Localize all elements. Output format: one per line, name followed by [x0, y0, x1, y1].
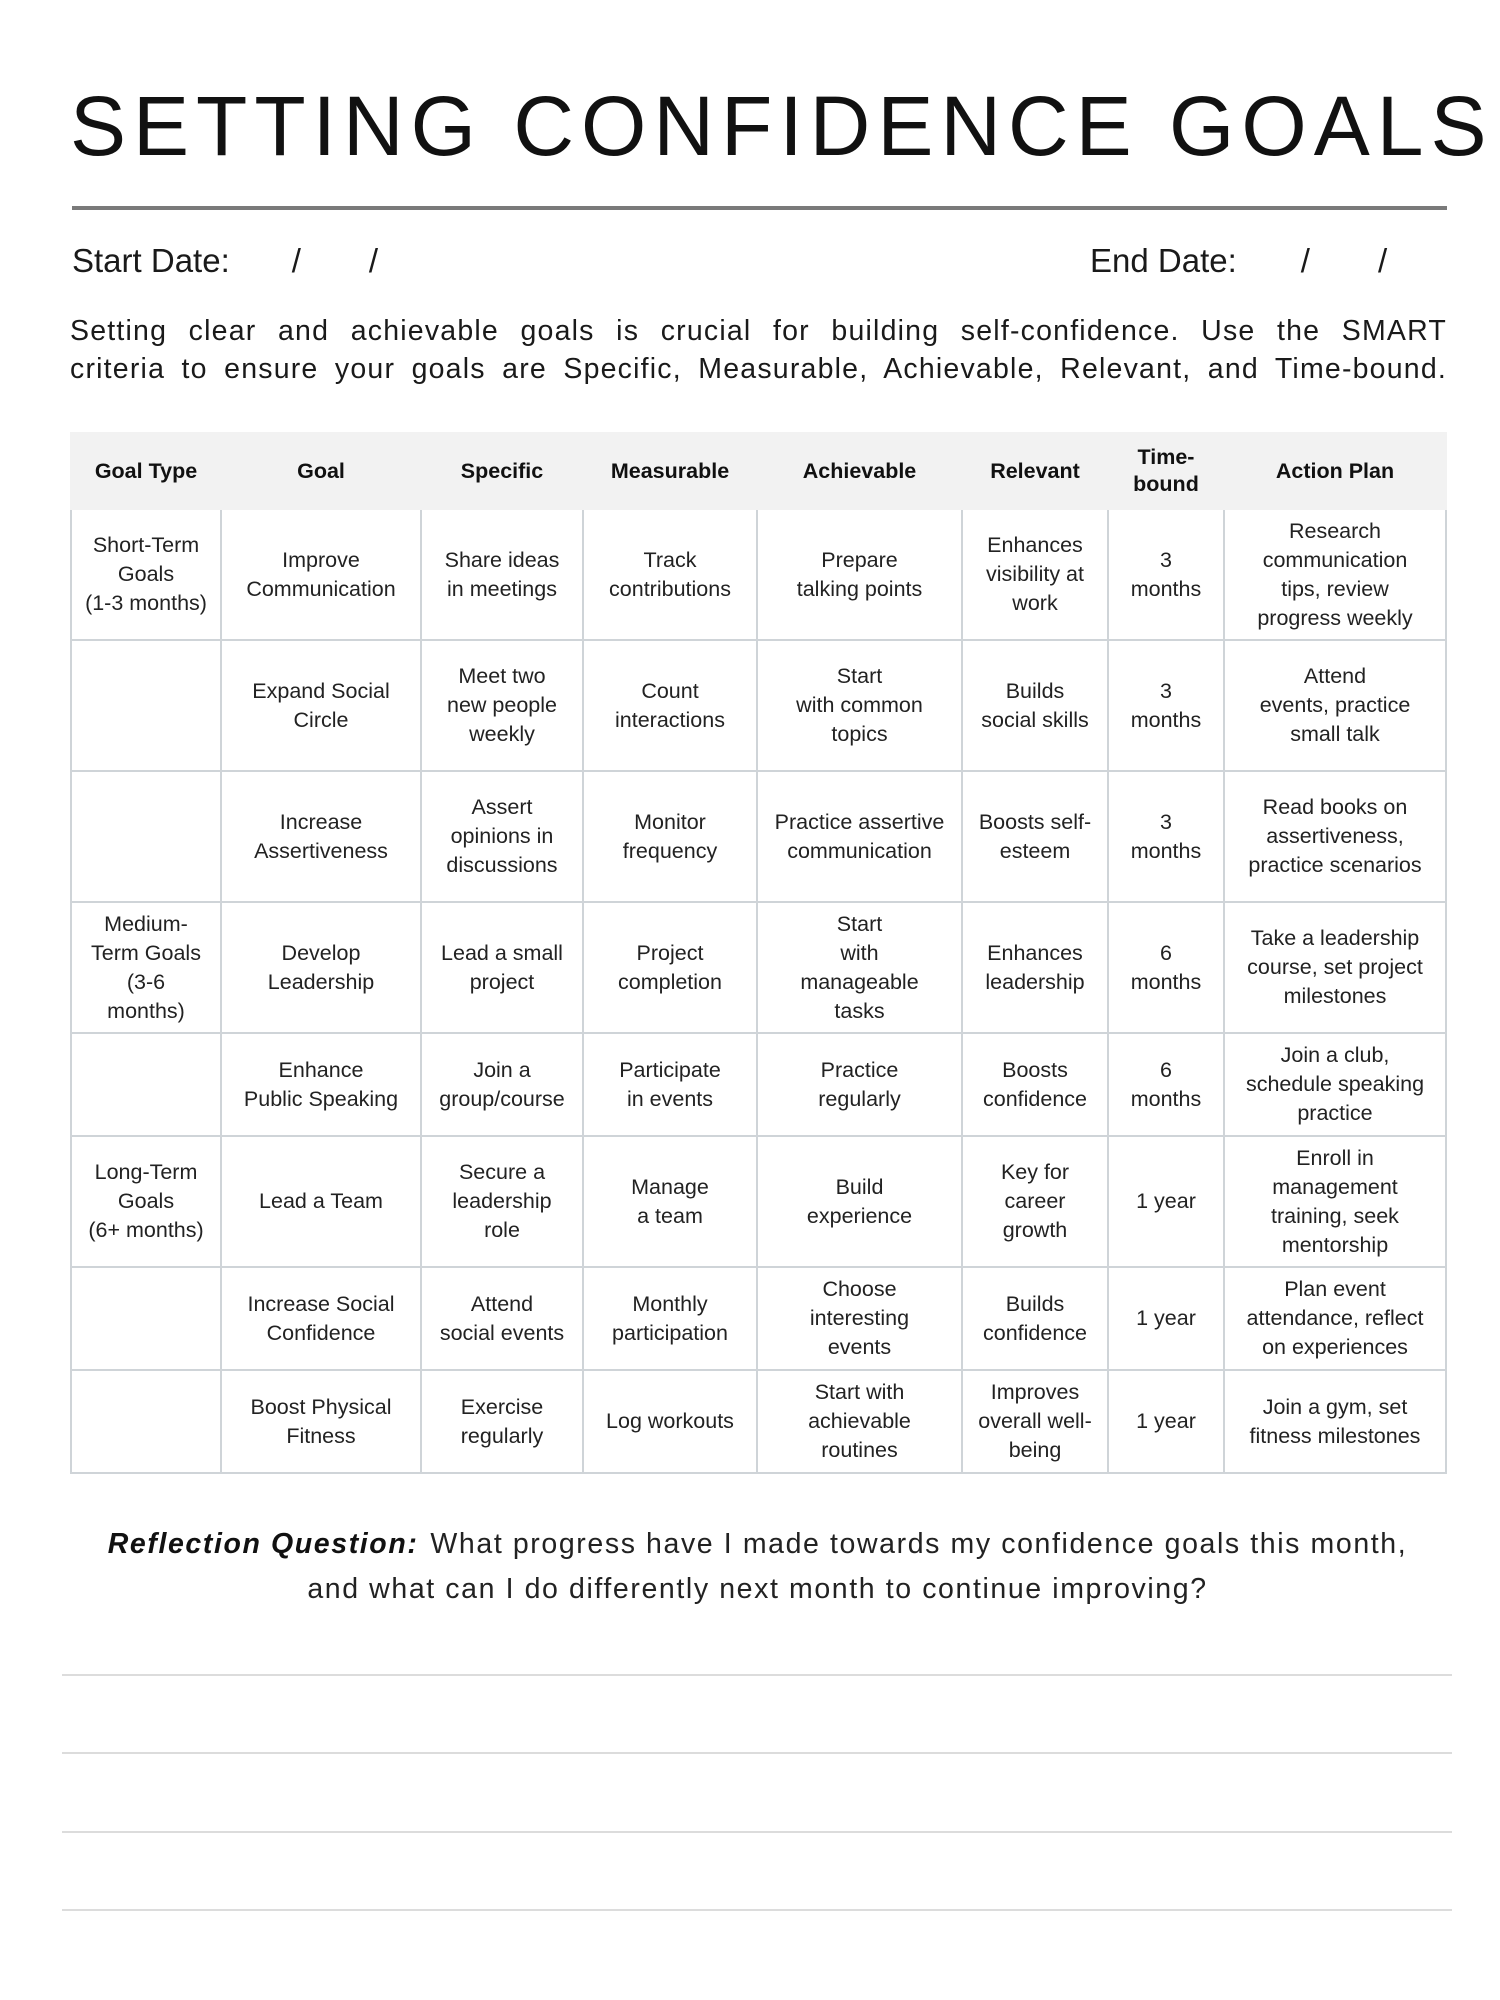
reflection-line: What progress have I made towards my confidence goals this month,: [430, 1528, 1408, 1560]
reflection-label: Reflection Question:: [107, 1528, 419, 1560]
table-cell: Boosts self- esteem: [962, 771, 1108, 902]
start-date-label: Start Date:: [72, 242, 230, 279]
column-header: Action Plan: [1224, 433, 1446, 509]
table-cell: Practice assertive communication: [757, 771, 962, 902]
column-header: Achievable: [757, 433, 962, 509]
table-row: [71, 902, 1446, 1033]
table-cell: Improves overall well- being: [962, 1370, 1108, 1473]
table-cell: Secure a leadership role: [421, 1136, 583, 1267]
column-header: Goal Type: [71, 433, 221, 509]
table-cell: Enhances leadership: [962, 902, 1108, 1033]
intro-paragraph: [70, 312, 1447, 388]
reflection-question: [70, 1522, 1445, 1612]
table-cell: Lead a small project: [421, 902, 583, 1033]
table-row: [71, 1136, 1446, 1267]
table-cell: Take a leadership course, set project milestones: [1224, 902, 1446, 1033]
table-cell: Choose interesting events: [757, 1267, 962, 1370]
table-cell: Join a gym, set fitness milestones: [1224, 1370, 1446, 1473]
table-cell: Lead a Team: [221, 1136, 421, 1267]
table-cell: Attend social events: [421, 1267, 583, 1370]
table-cell: 3 months: [1108, 771, 1224, 902]
table-cell: Key for career growth: [962, 1136, 1108, 1267]
table-cell: Boosts confidence: [962, 1033, 1108, 1136]
table-cell: Prepare talking points: [757, 509, 962, 640]
table-cell: Project completion: [583, 902, 757, 1033]
table-cell: Exercise regularly: [421, 1370, 583, 1473]
column-header: Time- bound: [1108, 433, 1224, 509]
table-cell: Increase Social Confidence: [221, 1267, 421, 1370]
table-header-row: [71, 433, 1446, 509]
table-cell: Start with manageable tasks: [757, 902, 962, 1033]
table-cell: 3 months: [1108, 509, 1224, 640]
table-row: [71, 771, 1446, 902]
start-date-separator: /: [368, 242, 379, 279]
table-cell: Join a group/course: [421, 1033, 583, 1136]
end-date-separator: /: [1377, 242, 1388, 279]
table-cell: [71, 771, 221, 902]
table-cell: Medium- Term Goals (3-6 months): [71, 902, 221, 1033]
table-cell: 6 months: [1108, 902, 1224, 1033]
table-cell: [71, 1033, 221, 1136]
table-cell: Meet two new people weekly: [421, 640, 583, 771]
table-cell: 6 months: [1108, 1033, 1224, 1136]
start-date-separator: /: [291, 242, 301, 279]
end-date-separator: /: [1300, 242, 1310, 279]
table-cell: Monthly participation: [583, 1267, 757, 1370]
table-cell: Enhances visibility at work: [962, 509, 1108, 640]
table-row: [71, 1267, 1446, 1370]
table-cell: Improve Communication: [221, 509, 421, 640]
end-date-label: End Date:: [1090, 242, 1237, 279]
table-cell: Log workouts: [583, 1370, 757, 1473]
table-cell: 3 months: [1108, 640, 1224, 771]
table-cell: 1 year: [1108, 1370, 1224, 1473]
table-row: [71, 640, 1446, 771]
table-cell: Research communication tips, review progress weekly: [1224, 509, 1446, 640]
table-cell: Short-Term Goals (1-3 months): [71, 509, 221, 640]
table-cell: Build experience: [757, 1136, 962, 1267]
table-row: [71, 1033, 1446, 1136]
table-row: [71, 1370, 1446, 1473]
table-cell: Long-Term Goals (6+ months): [71, 1136, 221, 1267]
column-header: Measurable: [583, 433, 757, 509]
start-date-field[interactable]: [72, 242, 378, 280]
title-divider: [72, 206, 1447, 210]
table-cell: Read books on assertiveness, practice scenarios: [1224, 771, 1446, 902]
table-cell: Builds confidence: [962, 1267, 1108, 1370]
table-cell: Increase Assertiveness: [221, 771, 421, 902]
column-header: Goal: [221, 433, 421, 509]
table-cell: Practice regularly: [757, 1033, 962, 1136]
table-cell: Enhance Public Speaking: [221, 1033, 421, 1136]
table-cell: Start with common topics: [757, 640, 962, 771]
answer-line[interactable]: [62, 1674, 1452, 1676]
table-cell: [71, 1267, 221, 1370]
table-cell: Develop Leadership: [221, 902, 421, 1033]
column-header: Specific: [421, 433, 583, 509]
answer-line[interactable]: [62, 1752, 1452, 1754]
table-cell: Track contributions: [583, 509, 757, 640]
table-cell: [71, 1370, 221, 1473]
table-cell: 1 year: [1108, 1267, 1224, 1370]
table-cell: Expand Social Circle: [221, 640, 421, 771]
table-cell: Start with achievable routines: [757, 1370, 962, 1473]
table-cell: Monitor frequency: [583, 771, 757, 902]
table-cell: Share ideas in meetings: [421, 509, 583, 640]
page-title: SETTING CONFIDENCE GOALS: [70, 79, 1494, 173]
table-cell: Manage a team: [583, 1136, 757, 1267]
end-date-field[interactable]: [1090, 242, 1387, 280]
table-cell: 1 year: [1108, 1136, 1224, 1267]
answer-line[interactable]: [62, 1909, 1452, 1911]
smart-goals-table: [70, 432, 1447, 1474]
table-cell: [71, 640, 221, 771]
column-header: Relevant: [962, 433, 1108, 509]
table-cell: Plan event attendance, reflect on experiences: [1224, 1267, 1446, 1370]
table-row: [71, 509, 1446, 640]
intro-line: criteria to ensure your goals are Specific, Measurable, Achievable, Relevant, and Time-bound.: [70, 353, 1447, 385]
table-cell: Participate in events: [583, 1033, 757, 1136]
intro-line: Setting clear and achievable goals is crucial for building self-confidence. Use the SMART: [70, 315, 1447, 347]
answer-line[interactable]: [62, 1831, 1452, 1833]
table-cell: Boost Physical Fitness: [221, 1370, 421, 1473]
table-cell: Count interactions: [583, 640, 757, 771]
table-cell: Assert opinions in discussions: [421, 771, 583, 902]
table-cell: Attend events, practice small talk: [1224, 640, 1446, 771]
table-cell: Join a club, schedule speaking practice: [1224, 1033, 1446, 1136]
reflection-line: and what can I do differently next month to continue improving?: [307, 1573, 1208, 1605]
table-cell: Enroll in management training, seek mentorship: [1224, 1136, 1446, 1267]
table-cell: Builds social skills: [962, 640, 1108, 771]
